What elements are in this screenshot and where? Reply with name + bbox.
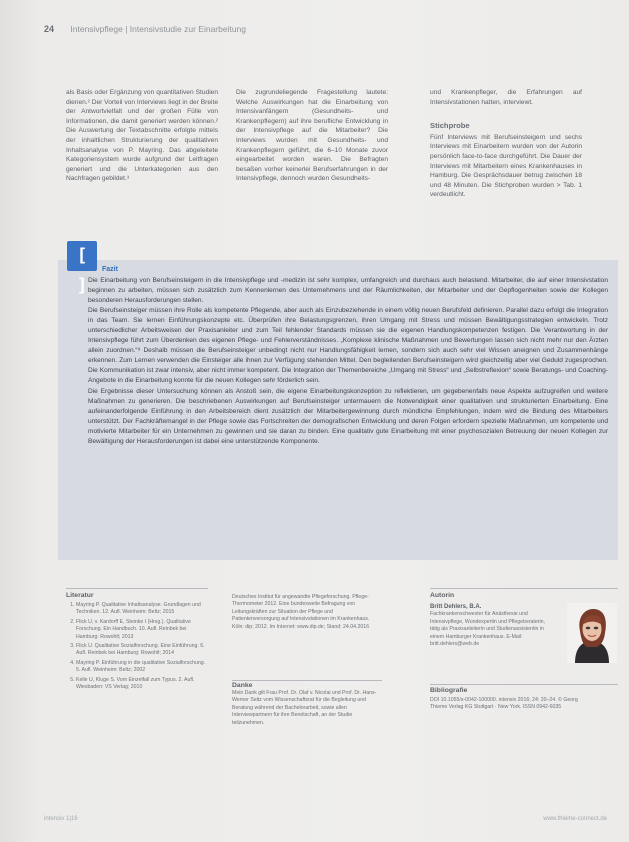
literatur-heading: Literatur bbox=[66, 592, 94, 599]
fazit-title: Fazit bbox=[102, 266, 118, 273]
fazit-paragraph: Die Berufseinsteiger müssen ihre Rolle als kompetente Pflegende, aber auch als Einzubeziehende in einem völlig neuen Berufsfeld definieren. Parallel dazu erfolgt die Integration in das Team. Sie lernen Einführungskonzepte etc. Überprüfen ihre Belastungsgrenzen, ihren Umgang mit Stress und müssen Bewältigungsstrategien entwickeln. Trotz unterschiedlicher Arbeitsweisen der Praxisanleiter und zum Teil fehlender Standards müssen sie die eigenen Handlungskompetenzen festigen. Die Verantwortung in der Intensivpflege führt zum Überdenken des eigenen Pflege- und Fehlerverständnisses. „Komplexe klinische Maßnahmen und Bewertungen lassen sich nicht mehr nur den Ärzten allein zuordnen.“⁹ Deshalb müssen die Berufseinsteiger unbedingt nicht nur Handlungsfähigkeit lernen, sondern sich auch sehr viel Wissen aneignen und Zusammenhänge erkennen. Zum Lernen verwenden die Einsteiger alle ihnen zur Verfügung stehenden Mittel. Den begleitenden Berufseinsteigern wird gleichzeitig aber viel Geduld zugesprochen. Die Kommunikation ist zwar intensiv, aber nicht immer kompetent. Die Integration der Themenbereiche „Umgang mit Stress“ und „Selbstreflexion“ sowie Beratungs- und Coaching-Angebote in die Einarbeitung konnte für die neuen Kollegen sehr förderlich sein. bbox=[88, 307, 608, 385]
section-text-stichprobe: Fünf Interviews mit Berufseinsteigern und sechs Interviews mit Einarbeitern wurden von der Autorin persönlich face-to-face durchgeführt. Die Dauer der Interviews mit Mitarbeitern eines Krankenhauses in Hamburg. Die Gesprächsdauer betrug zwischen 18 und 48 Minuten. Die Stichproben wurden > Tab. 1 verdeutlicht. bbox=[430, 133, 582, 199]
autorin-bio: Fachkrankenschwester für Anästhesie und Intensivpflege, Wundexpertin und Pflegeberaterin, tätig als Praxisanleiterin und Studienassistentin in einem Hamburger Krankenhaus. E-Mail: britt.dehlers@web.de bbox=[430, 611, 545, 648]
autorin-block bbox=[430, 604, 550, 648]
text-column-3 bbox=[430, 88, 582, 200]
fazit-text bbox=[88, 276, 608, 447]
author-photo bbox=[567, 603, 617, 663]
reference-item: 1. Mayring P. Qualitative Inhaltsanalyse. Grundlagen und Techniken. 12. Aufl. Weinheim: Beltz; 2015 bbox=[76, 602, 208, 617]
text-column-2 bbox=[236, 88, 388, 184]
divider bbox=[430, 588, 618, 589]
bibliografie-heading: Bibliografie bbox=[430, 687, 468, 694]
reference-item: 4. Mayring P. Einführung in die qualitative Sozialforschung. 5. Aufl. Weinheim: Beltz; 2002 bbox=[76, 660, 208, 675]
bibliografie-text: DOI 10.1055/s-0042-100000. intensiv 2016; 24: 20–24. © Georg Thieme Verlag KG Stuttgart · New York. ISSN 0942-6035 bbox=[430, 697, 578, 711]
divider bbox=[430, 684, 618, 685]
running-header bbox=[44, 24, 246, 34]
text-column-1 bbox=[66, 88, 218, 184]
footer-right: www.thieme-connect.de bbox=[543, 816, 607, 822]
divider bbox=[66, 588, 208, 589]
reference-item: 3. Flick U. Qualitative Sozialforschung. Eine Einführung. 6. Aufl. Reinbek bei Hamburg: Rowohlt; 2014 bbox=[76, 643, 208, 658]
column-3-text: und Krankenpfleger, die Erfahrungen auf Intensivstationen hatten, interviewt. bbox=[430, 89, 582, 106]
reference-item: 5. Kelle U, Kluge S. Vom Einzelfall zum Typus. 2. Aufl. Wiesbaden: VS Verlag; 2010 bbox=[76, 677, 208, 692]
reference-continued: Deutsches Institut für angewandte Pflegeforschung. Pflege-Thermometer 2012. Eine bundesweite Befragung von Leitungskräften zur Situation der Pflege und Patientenversorgung auf Intensivstationen im Krankenhaus. Köln: dip; 2012. Im Internet: www.dip.de; Stand: 24.04.2016 bbox=[232, 594, 370, 630]
fazit-paragraph: Die Ergebnisse dieser Untersuchung können als Anstoß sein, die eigene Einarbeitungskonzeption zu reflektieren, um gegebenenfalls neue Aspekte aufzugreifen und weitere Maßnahmen zu generieren. Die beschriebenen Auswirkungen auf Berufseinsteiger untermauern die Notwendigkeit einer qualitativen und strukturierten Einarbeitung. Eine aufeinanderfolgende Einführung in den Arbeitsbereich dient zusätzlich der Mitarbeitergewinnung durch mündliche Empfehlungen, indem wird die Bindung des Mitarbeiters unterstützt. Der Fachkräftemangel in der Pflege sowie das Fortschreiten der demografischen Entwicklung und deren Folgen erfordern spezielle Maßnahmen, um kompetente und motivierte Mitarbeiter für ein Unternehmen zu gewinnen und sie daran zu binden. Eine qualitativ gute Einarbeitung mit einer psychosozialen Betreuung der neuen Kollegen zur Bewältigung der Herausforderungen ist dabei eine unterstützende Komponente. bbox=[88, 387, 608, 445]
divider bbox=[232, 680, 382, 681]
page-number: 24 bbox=[44, 24, 55, 34]
fazit-paragraph: Die Einarbeitung von Berufseinsteigern in die Intensivpflege und -medizin ist sehr komplex, umfangreich und durchaus auch belastend. Mitarbeiter, die auf einer Intensivstation beginnen zu arbeiten, müssen sich zusätzlich zum Kennenlernen des Unternehmens und der Räumlichkeiten, der Mitarbeiter und der Gepflogenheiten sowie der Kollegen besonderen Herausforderungen stellen. bbox=[88, 277, 608, 305]
column-2-text: Die zugrundeliegende Fragestellung lautete: Welche Auswirkungen hat die Einarbeitung von Intensivanfängern (Gesundheits- und Krankenpflegern) auf ihre berufliche Entwicklung in der Intensivpflege auf die Mitarbeiter? Die Interviews wurden mit Gesundheits- und Krankenpflegern geführt, die 6–10 Monate zuvor eingearbeitet worden waren. Die Befragten besaßen vorher keinerlei Berufserfahrungen in der Intensivpflege, dennoch wurden Gesundheits- bbox=[236, 89, 388, 183]
autorin-name: Britt Dehlers, B.A. bbox=[430, 604, 482, 610]
fazit-bracket-icon: [ ] bbox=[67, 241, 97, 271]
autorin-heading: Autorin bbox=[430, 592, 455, 599]
literatur-list bbox=[66, 602, 208, 693]
danke-text: Mein Dank gilt Frau Prof. Dr. Olaf v. Nicolai und Prof. Dr. Hans-Werner Seitz vom Wissenschaftsrat für die Begleitung und Beratung während der Bachelorarbeit, sowie allen Interviewpartnern für ihre Bereitschaft, an der Studie teilzunehmen. bbox=[232, 690, 377, 726]
reference-item: 2. Flick U, v. Kardorff E, Steinke I (Hrsg.). Qualitative Forschung. Ein Handbuch. 10. Aufl. Reinbek bei Hamburg: Rowohlt; 2013 bbox=[76, 619, 208, 641]
danke-heading: Danke bbox=[232, 682, 253, 689]
section-heading-stichprobe: Stichprobe bbox=[430, 121, 470, 131]
column-1-text: als Basis oder Ergänzung von quantitativen Studien dienen.² Der Vorteil von Interviews liegt in der Breite der Antwortvielfalt und der großen Fülle von Informationen, die damit generiert werden können.² Die Auswertung der Textabschnitte erfolgte mittels der inhaltlichen Strukturierung der qualitativen Inhaltsanalyse von P. Mayring. Das abgeleitete Kategoriensystem wurde aufgrund der Leitfragen generiert und die Unterkategorien aus den Nachfragen gebildet.³ bbox=[66, 89, 218, 183]
footer-left: intensiv 1|16 bbox=[44, 816, 78, 822]
running-title: Intensivpflege | Intensivstudie zur Einarbeitung bbox=[70, 24, 247, 34]
